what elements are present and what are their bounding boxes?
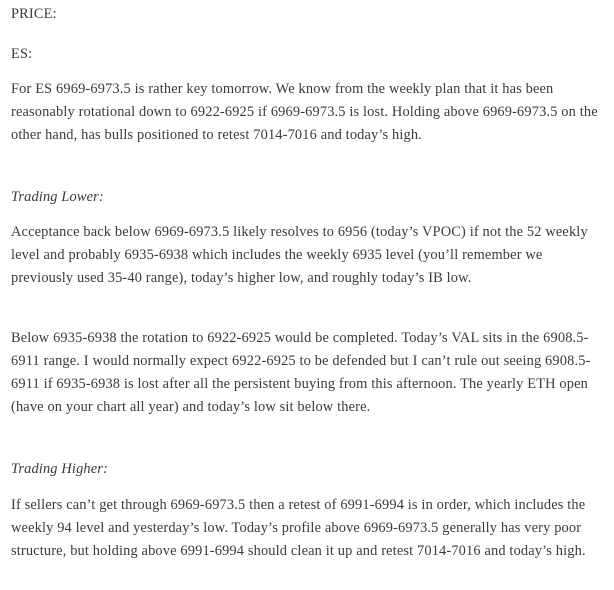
- section-heading-price: PRICE:: [11, 6, 57, 22]
- trading-lower-paragraph-1: Acceptance back below 6969-6973.5 likely resolves to 6956 (today’s VPOC) if not the 52 weekly level and probably 6935-6938 which includes the weekly 6935 level (you’ll remember we previously used 35-40 range), today’s higher low, and roughly today’s IB low.: [11, 224, 588, 286]
- trading-lower-paragraph-2: Below 6935-6938 the rotation to 6922-6925 would be completed. Today’s VAL sits in the 6908.5-6911 range. I would normally expect 6922-6925 to be defended but I can’t rule out seeing 6908.5-6911 if 6935-6938 is lost after all the persistent buying from this afternoon. The yearly ETH open (have on your chart all year) and today’s low sit below there.: [11, 330, 591, 415]
- section-heading-es: ES:: [11, 46, 33, 62]
- trading-lower-heading: Trading Lower:: [11, 189, 104, 205]
- trading-higher-heading: Trading Higher:: [11, 461, 108, 477]
- trading-higher-paragraph: If sellers can’t get through 6969-6973.5 then a retest of 6991-6994 is in order, which includes the weekly 94 level and yesterday’s low. Today’s profile above 6969-6973.5 generally has very poor structure, but holding above 6991-6994 should clean it up and retest 7014-7016 and today’s high.: [11, 497, 586, 559]
- intro-paragraph: For ES 6969-6973.5 is rather key tomorrow. We know from the weekly plan that it has been reasonably rotational down to 6922-6925 if 6969-6973.5 is lost. Holding above 6969-6973.5 on the other hand, has bulls positioned to retest 7014-7016 and today’s high.: [11, 81, 598, 143]
